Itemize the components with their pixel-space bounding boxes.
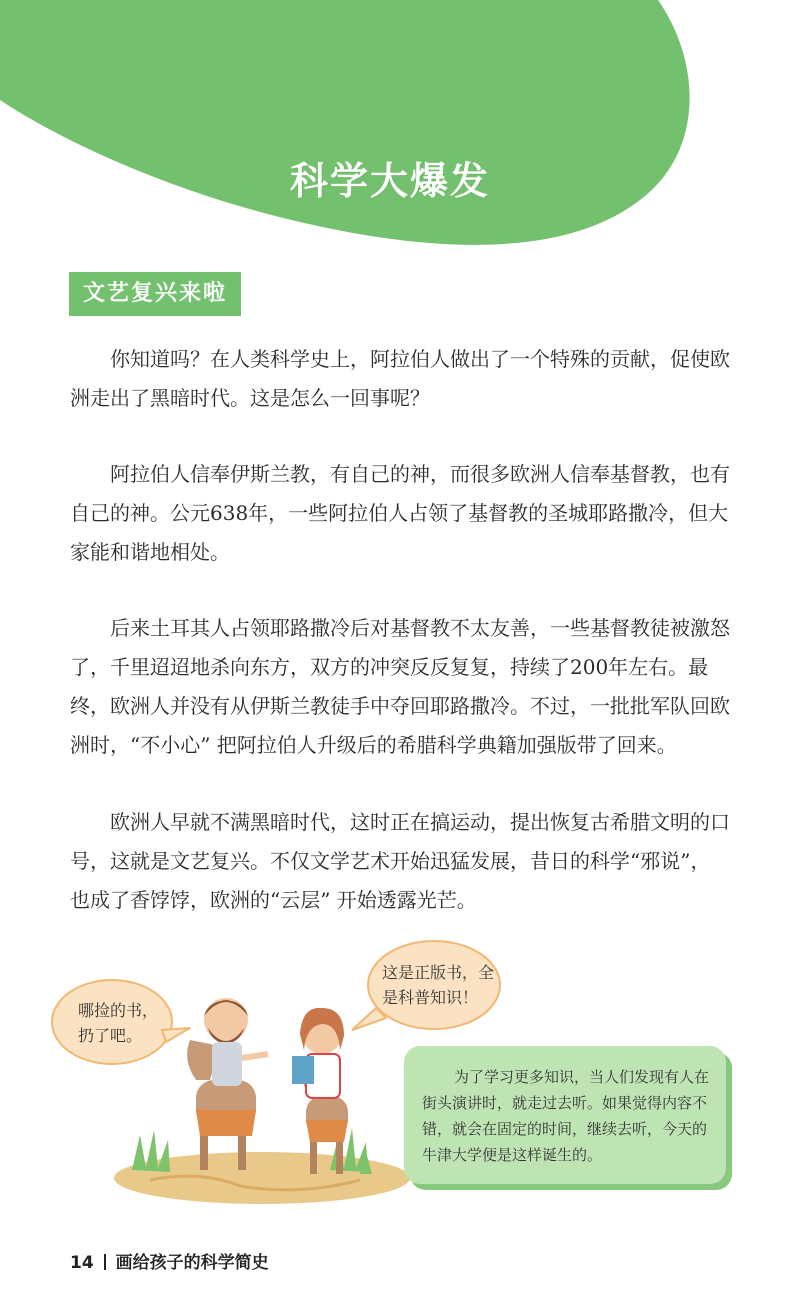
knight-left: [187, 998, 268, 1170]
bubble-left-text: 哪捡的书， 扔了吧。: [78, 1001, 159, 1045]
paragraph-2: 阿拉伯人信奉伊斯兰教，有自己的神，而很多欧洲人信奉基督教，也有自己的神。公元638年，一些阿拉伯人占领了基督教的圣城耶路撒冷，但大家能和谐地相处。: [70, 462, 730, 564]
knight-right: [292, 1008, 348, 1174]
page-footer: [70, 1248, 269, 1273]
page-title: 科学大爆发: [290, 159, 491, 203]
note-box: [404, 1046, 726, 1184]
note-text: 为了学习更多知识，当人们发现有人在街头演讲时，就走过去听。如果觉得内容不错，就会在固定的时间，继续去听，今天的牛津大学便是这样诞生的。: [422, 1068, 710, 1164]
section-heading: 文艺复兴来啦: [69, 272, 241, 316]
paragraph-4: 欧洲人早就不满黑暗时代，这时正在搞运动，提出恢复古希腊文明的口号，这就是文艺复兴。不仅文学艺术开始迅猛发展，昔日的科学“邪说”，也成了香饽饽，欧洲的“云层” 开始透露光芒。: [70, 810, 730, 912]
paragraph-3: 后来土耳其人占领耶路撒冷后对基督教不太友善，一些基督教徒被激怒了，千里迢迢地杀向东方，双方的冲突反反复复，持续了200年左右。最终，欧洲人并没有从伊斯兰教徒手中夺回耶路撒冷。不过，一批批军队回欧洲时，“不小心” 把阿拉伯人升级后的希腊科学典籍加强版带了回来。: [70, 616, 730, 757]
page-number: 14: [70, 1253, 94, 1273]
bubble-right-text: 这是正版书，全 是科普知识！: [382, 963, 495, 1007]
footer-divider: [104, 1254, 106, 1270]
paragraph-1: 你知道吗？在人类科学史上，阿拉伯人做出了一个特殊的贡献，促使欧洲走出了黑暗时代。这是怎么一回事呢？: [70, 347, 730, 410]
book-title: 画给孩子的科学简史: [115, 1253, 269, 1273]
